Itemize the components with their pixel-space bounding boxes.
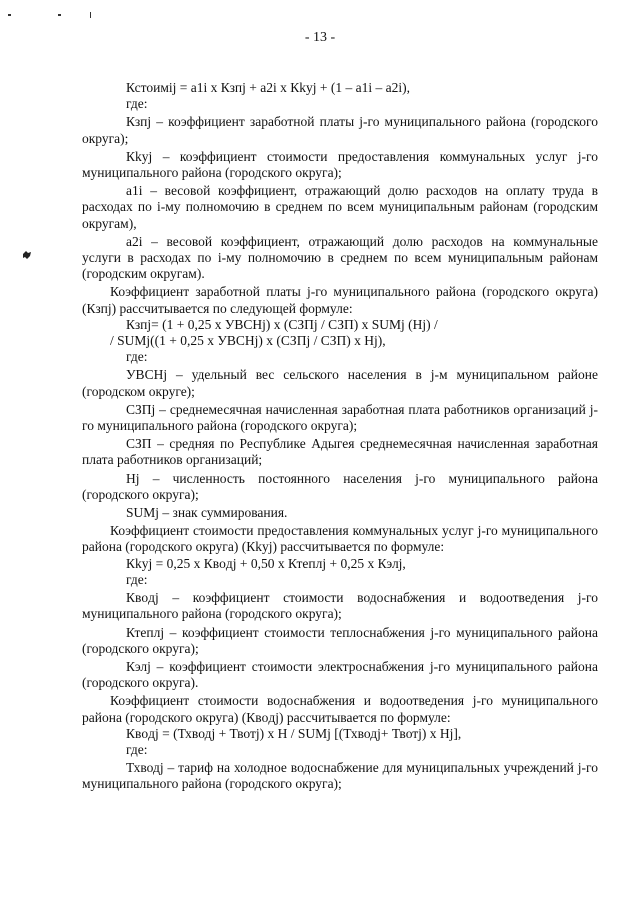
def-hj: Hj – численность постоянного населения j-го муниципального района (городского округа); (82, 470, 598, 502)
scan-mark (58, 14, 61, 16)
para-salary-coef: Коэффициент заработной платы j-го муниципального района (городского округа) (Кзпj) рассчитывается по следующей формуле: (82, 284, 598, 316)
scan-blot-icon (22, 250, 32, 260)
formula-kky: Кkyj = 0,25 х Квoдj + 0,50 х Ктеплj + 0,25 х Кэлj, (126, 555, 406, 571)
para-water-coef: Коэффициент стоимости водоснабжения и водоотведения j-го муниципального района (городского округа) (Квoдj) рассчитывается по формуле: (82, 693, 598, 725)
def-uvsn: УВСНj – удельный вес сельского населения в j-м муниципальном районе (городском округе); (82, 367, 598, 399)
formula-kzp-line2: / SUMj((1 + 0,25 х УВСНj) х (СЗПj / СЗП) х Hj), (110, 333, 386, 349)
formula-kvod: Квoдj = (Тхводj + Твотj) х H / SUMj [(Тхводj+ Твотj) х Hj], (126, 725, 462, 741)
para-utility-coef: Коэффициент стоимости предоставления коммунальных услуг j-го муниципального района (городского округа) (Кkyj) рассчитывается по формуле: (82, 523, 598, 555)
where-label: где: (126, 571, 148, 587)
def-szp: СЗП – средняя по Республике Адыгея среднемесячная начисленная заработная плата работников организаций; (82, 436, 598, 468)
scan-mark (90, 12, 91, 18)
where-label: где: (126, 96, 148, 112)
formula-cost: Кстоимij = a1i х Кзпj + a2i х Кkyj + (1 – a1i – a2i), (126, 80, 410, 95)
document-body (82, 80, 598, 793)
def-kzp: Кзпj – коэффициент заработной платы j-го муниципального района (городского округа); (82, 114, 598, 146)
def-szpj: СЗПj – среднемесячная начисленная заработная плата работников организаций j-го муниципального района (городского округа); (82, 401, 598, 434)
scan-mark (8, 14, 11, 16)
where-label: где: (126, 741, 148, 757)
def-ktepl: Ктеплj – коэффициент стоимости теплоснабжения j-го муниципального района (городского округа); (82, 624, 598, 656)
def-thvod: Тхводj – тариф на холодное водоснабжение для муниципальных учреждений j-го муниципального района (городского округа); (82, 760, 598, 792)
def-kel: Кэлj – коэффициент стоимости электроснабжения j-го муниципального района (городского округа). (82, 658, 598, 691)
def-kky: Кkyj – коэффициент стоимости предоставления коммунальных услуг j-го муниципального района (городского округа); (82, 148, 598, 181)
where-label: где: (126, 349, 148, 365)
def-sum: SUMj – знак суммирования. (126, 505, 288, 521)
page-number: - 13 - (304, 30, 336, 45)
def-a2: a2i – весовой коэффициент, отражающий долю расходов на коммунальные услуги в расходах по i-му полномочию в среднем по всем муниципальным районам (городским округам). (82, 233, 598, 282)
def-kvod: Квoдj – коэффициент стоимости водоснабжения и водоотведения j-го муниципального района (городского округа); (82, 590, 598, 622)
def-a1: a1i – весовой коэффициент, отражающий долю расходов на оплату труда в расходах по i-му полномочию в среднем по всем муниципальным районам (городским округам), (82, 183, 598, 231)
formula-kzp-line1: Кзпj= (1 + 0,25 х УВСНj) х (СЗПj / СЗП) х SUMj (Hj) / (126, 316, 438, 332)
